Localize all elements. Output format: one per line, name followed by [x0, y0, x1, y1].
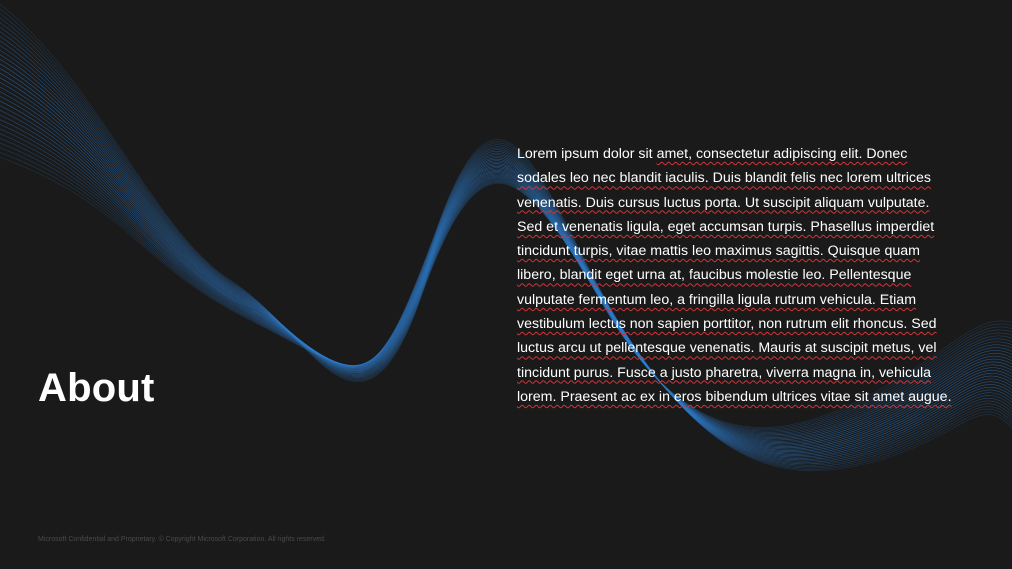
body-text-spellchecked: amet, consectetur adipiscing elit. Donec sodales leo nec blandit iaculis. Duis blandit felis nec lorem ultrices venenatis. Duis cursus luctus porta. Ut suscipit aliquam vulputate. Sed et venenatis ligula, eget accumsan turpis. Phasellus imperdiet tincidunt turpis, vitae mattis leo maximus sagittis. Quisque quam libero, blandit eget urna at, faucibus molestie leo. Pellentesque vulputate fermentum leo, a fringilla ligula rutrum vehicula. Etiam vestibulum lectus non sapien porttitor, non rutrum elit rhoncus. Sed luctus arcu ut pellentesque venenatis. Mauris at suscipit metus, vel tincidunt purus. Fusce a justo pharetra, viverra magna in, vehicula lorem. Praesent ac ex in eros bibendum ultrices vitae sit amet augue.	[517, 146, 952, 405]
slide-title[interactable]: About	[38, 366, 155, 410]
body-text-box[interactable]	[517, 142, 957, 409]
footer-confidential-notice: Microsoft Confidential and Proprietary. © Copyright Microsoft Corporation. All rights reserved.	[38, 536, 326, 543]
body-text-lead: Lorem ipsum dolor sit	[517, 146, 657, 162]
